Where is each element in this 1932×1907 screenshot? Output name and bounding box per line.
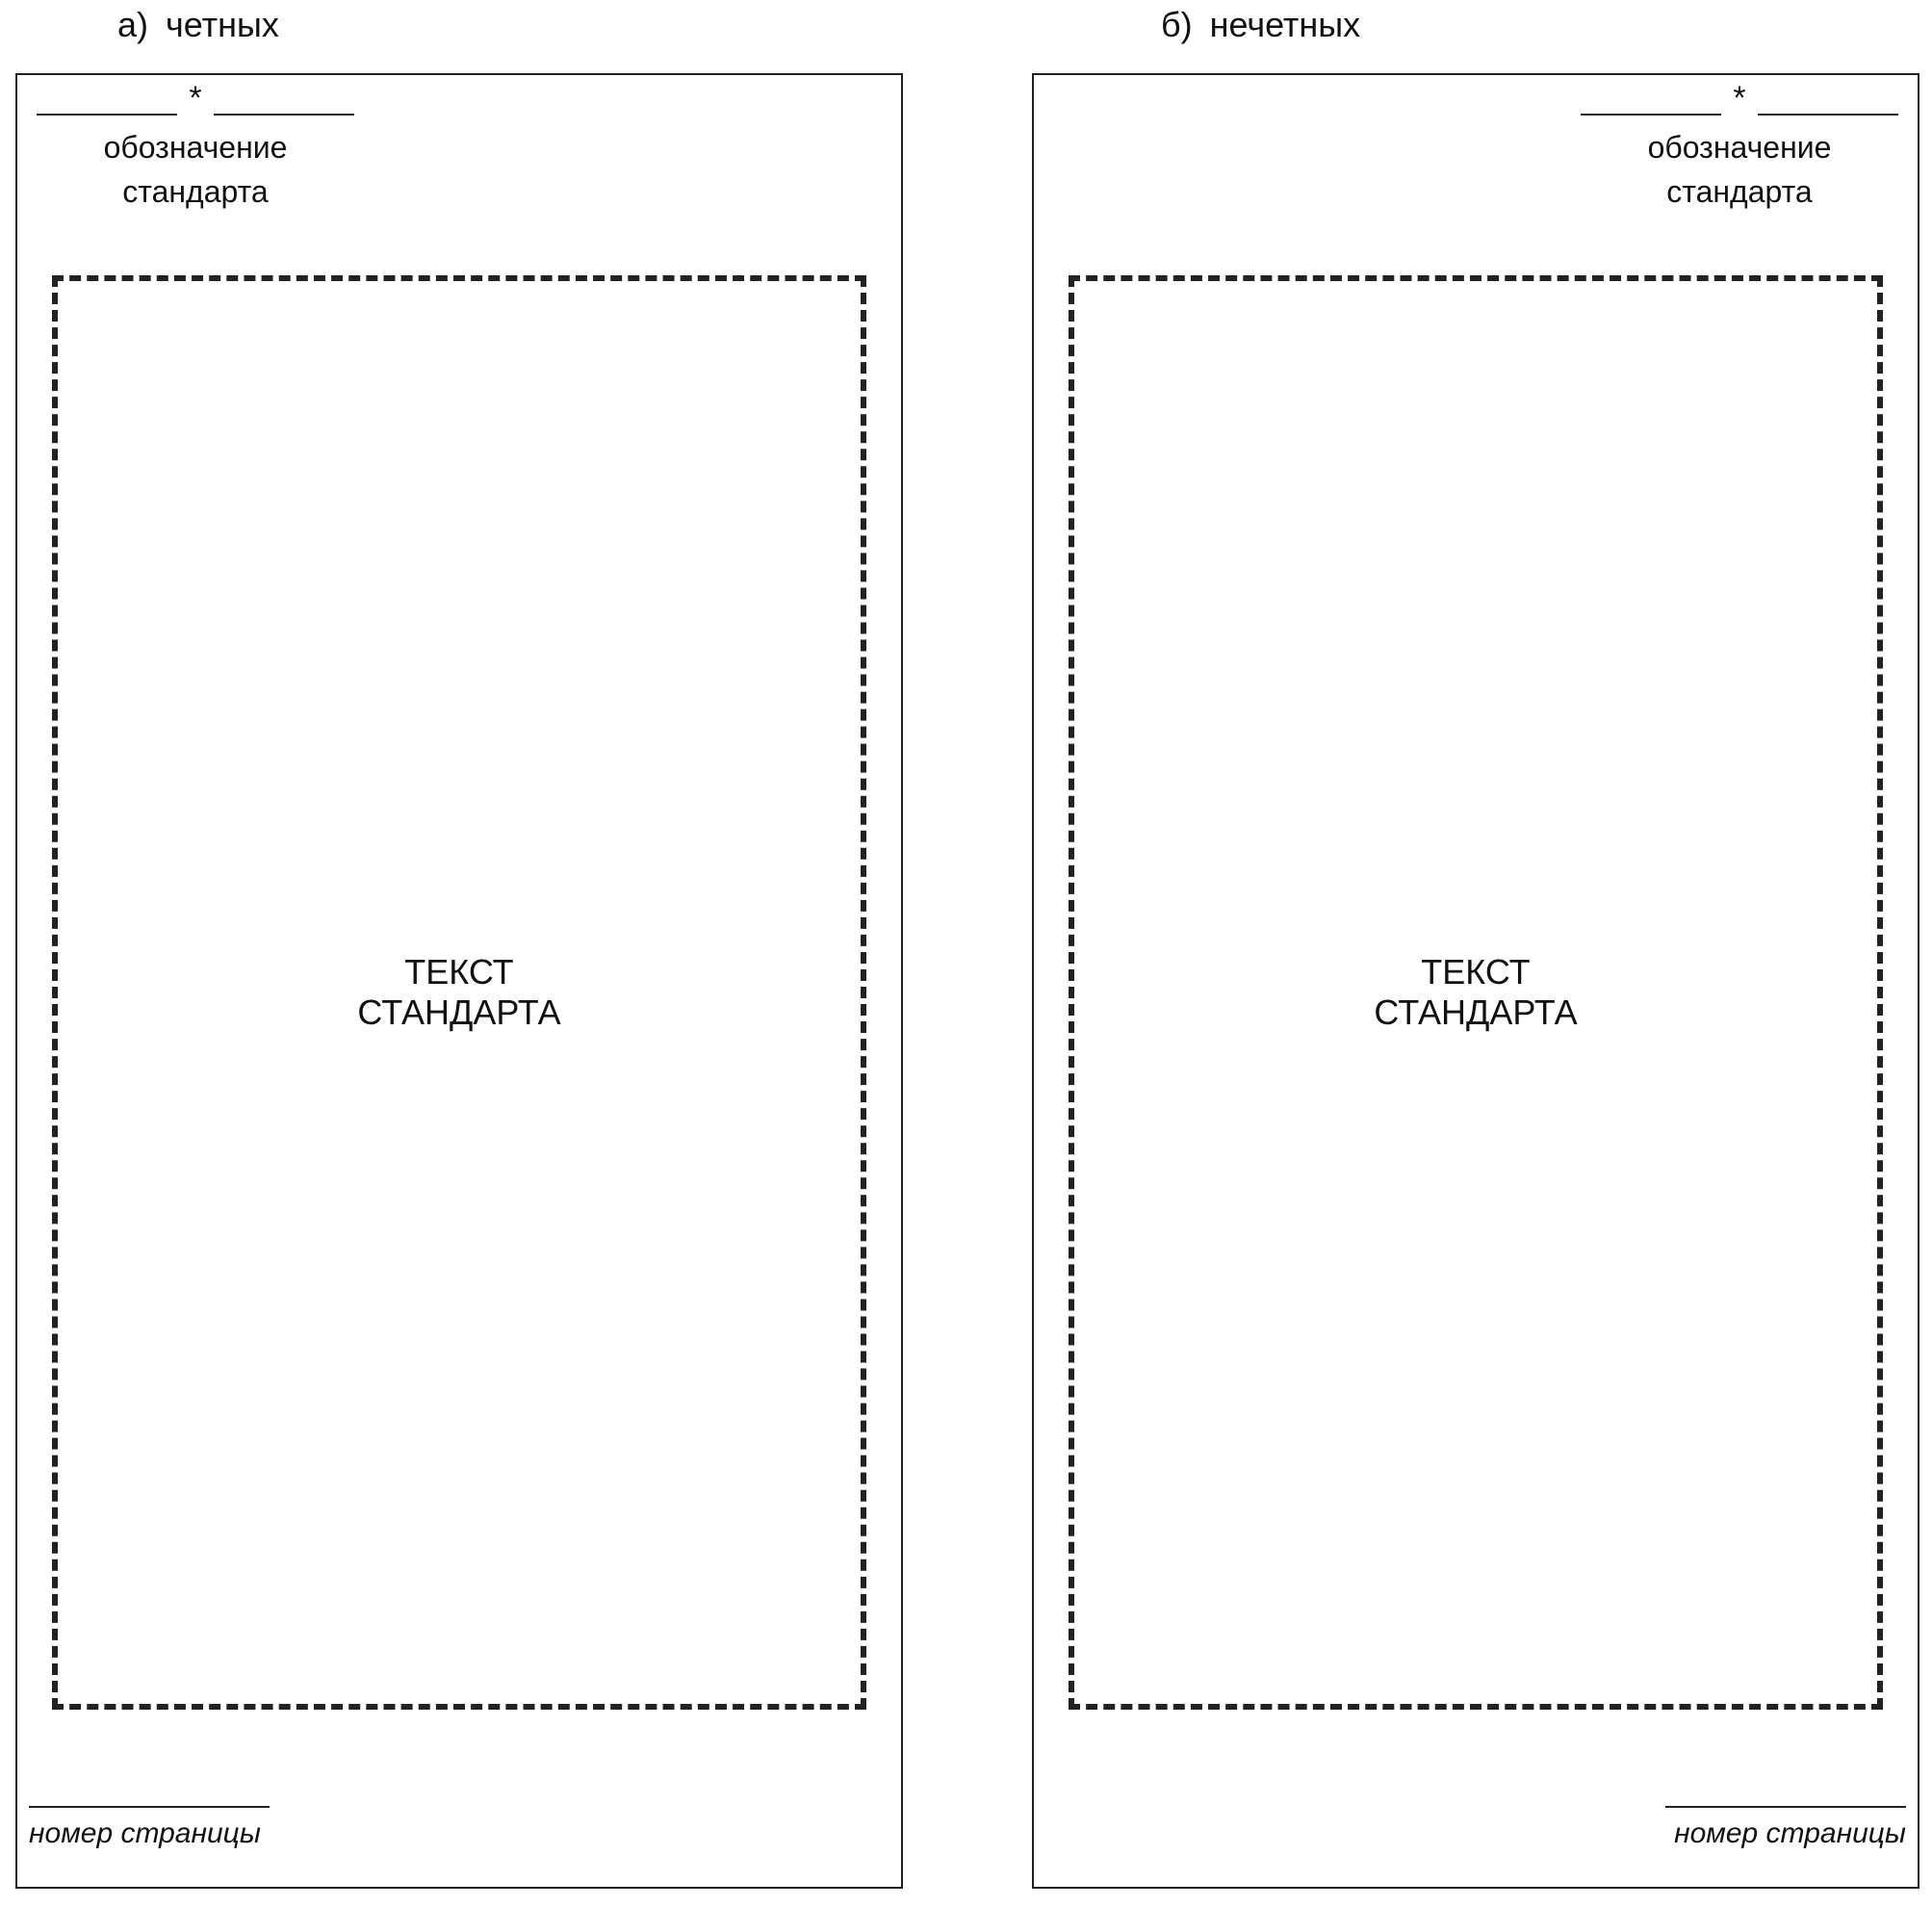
designation-label-line1: обозначение bbox=[103, 130, 288, 165]
page-number-label: номер страницы bbox=[29, 1817, 261, 1849]
designation-label-line1: обозначение bbox=[1647, 130, 1832, 165]
page-number-block bbox=[1656, 1806, 1906, 1852]
designation-label-line2: стандарта bbox=[1666, 174, 1813, 209]
text-area-label-line1: ТЕКСТ bbox=[1421, 952, 1531, 992]
caption-marker: б) bbox=[1161, 5, 1193, 44]
caption-odd-pages bbox=[1161, 4, 1360, 46]
standard-designation-block bbox=[1581, 80, 1898, 214]
page-number-rule bbox=[1665, 1806, 1906, 1808]
designation-rule-left bbox=[1581, 114, 1721, 116]
even-page-layout bbox=[15, 73, 903, 1889]
designation-rule bbox=[37, 114, 354, 116]
standard-text-area bbox=[1069, 275, 1883, 1710]
text-area-label bbox=[357, 952, 560, 1033]
designation-rule bbox=[1581, 114, 1898, 116]
text-area-label bbox=[1374, 952, 1577, 1033]
asterisk-mark: * bbox=[1733, 80, 1746, 116]
text-area-label-line2: СТАНДАРТА bbox=[1374, 992, 1578, 1032]
caption-label: нечетных bbox=[1209, 5, 1361, 44]
odd-page-layout bbox=[1032, 73, 1919, 1889]
designation-rule-right bbox=[1758, 114, 1898, 116]
page-number-block bbox=[29, 1806, 279, 1852]
caption-label: четных bbox=[166, 5, 279, 44]
caption-marker: а) bbox=[117, 5, 149, 44]
caption-even-pages bbox=[117, 4, 279, 46]
standard-designation-block bbox=[37, 80, 354, 214]
text-area-label-line1: ТЕКСТ bbox=[404, 952, 514, 992]
page-number-label: номер страницы bbox=[1674, 1817, 1906, 1849]
designation-rule-right bbox=[214, 114, 354, 116]
designation-rule-left bbox=[37, 114, 177, 116]
text-area-label-line2: СТАНДАРТА bbox=[357, 992, 561, 1032]
designation-label-line2: стандарта bbox=[122, 174, 269, 209]
page-number-rule bbox=[29, 1806, 270, 1808]
standard-text-area bbox=[52, 275, 866, 1710]
asterisk-mark: * bbox=[189, 80, 202, 116]
designation-label bbox=[37, 125, 354, 214]
designation-label bbox=[1581, 125, 1898, 214]
